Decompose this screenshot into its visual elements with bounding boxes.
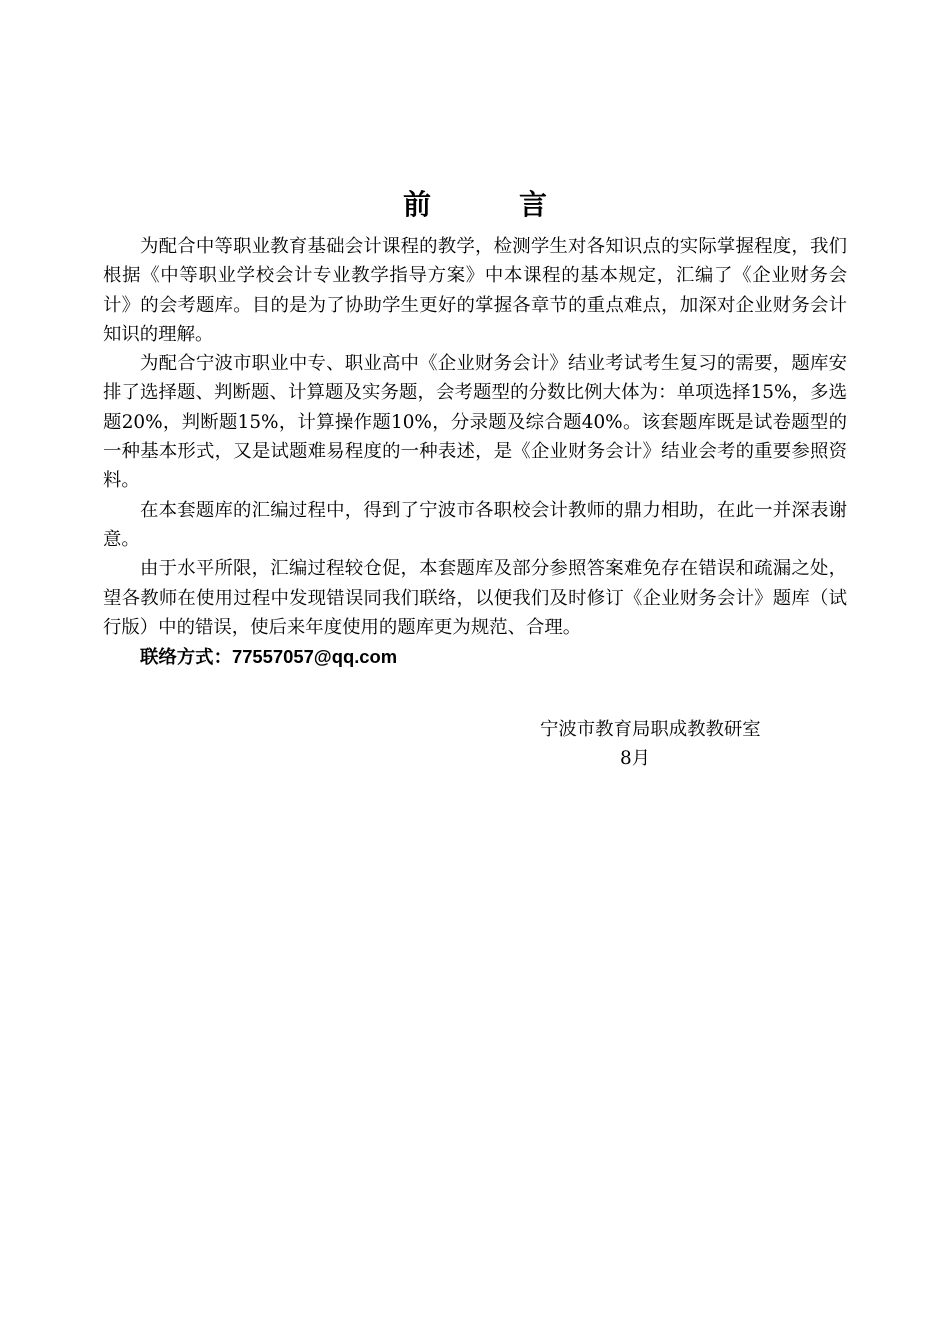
signature-organization: 宁波市教育局职成教教研室 <box>540 719 761 740</box>
paragraph: 在本套题库的汇编过程中，得到了宁波市各职校会计教师的鼎力相助，在此一并深表谢意。 <box>103 499 847 550</box>
paragraph: 由于水平所限，汇编过程较仓促，本套题库及部分参照答案难免存在错误和疏漏之处，望各教师在使用过程中发现错误同我们联络，以便我们及时修订《企业财务会计》题库（试行版）中的错误，使后来年度使用的题库更为规范、合理。 <box>103 558 847 638</box>
contact-line <box>103 642 847 672</box>
paragraph: 为配合宁波市职业中专、职业高中《企业财务会计》结业考试考生复习的需要，题库安排了选择题、判断题、计算题及实务题，会考题型的分数比例大体为：单项选择15%，多选题20%，判断题15%，计算操作题10%，分录题及综合题40%。该套题库既是试卷题型的一种基本形式，又是试题难易程度的一种表述，是《企业财务会计》结业会考的重要参照资料。 <box>103 353 847 492</box>
signature-block <box>540 715 780 773</box>
document-body <box>103 232 847 672</box>
page-title: 前言 <box>402 188 635 221</box>
paragraph: 为配合中等职业教育基础会计课程的教学，检测学生对各知识点的实际掌握程度，我们根据《中等职业学校会计专业教学指导方案》中本课程的基本规定，汇编了《企业财务会计》的会考题库。目的是为了协助学生更好的掌握各章节的重点难点，加深对企业财务会计知识的理解。 <box>103 236 847 345</box>
signature-date: 8月 <box>620 748 651 769</box>
contact-email: 77557057@qq.com <box>231 646 398 668</box>
contact-label: 联络方式： <box>140 647 232 669</box>
